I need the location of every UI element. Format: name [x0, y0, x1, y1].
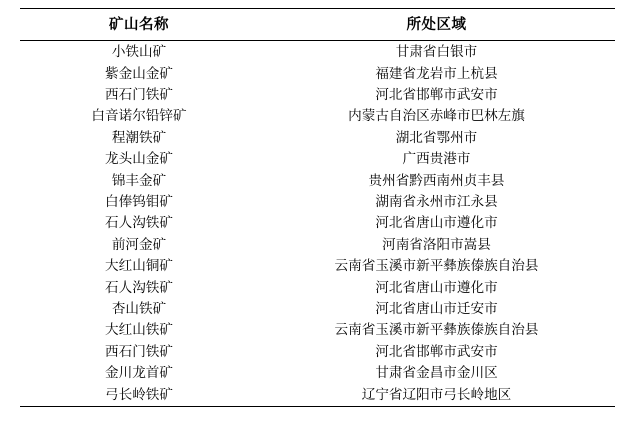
table-row — [20, 276, 615, 297]
column-header-region: 所处区域 — [258, 9, 615, 41]
cell-mine-name: 白俸钨钼矿 — [105, 193, 173, 209]
cell-region: 湖南省永州市江永县 — [375, 193, 498, 209]
table-row — [20, 191, 615, 212]
cell-mine-name: 杏山铁矿 — [111, 301, 167, 317]
cell-mine-name: 前河金矿 — [111, 236, 167, 252]
cell-mine-name: 大红山铜矿 — [105, 258, 173, 274]
table-row — [20, 298, 615, 319]
column-header-mine-name: 矿山名称 — [20, 9, 258, 41]
cell-mine-name: 金川龙首矿 — [105, 365, 173, 381]
table-body — [20, 41, 615, 407]
cell-mine-name: 西石门铁矿 — [105, 86, 173, 102]
cell-region: 福建省龙岩市上杭县 — [375, 65, 498, 81]
table-row — [20, 84, 615, 105]
table-row — [20, 384, 615, 407]
cell-region: 甘肃省白银市 — [395, 44, 478, 60]
table-row — [20, 212, 615, 233]
table-row — [20, 127, 615, 148]
table-row — [20, 255, 615, 276]
document-page — [0, 8, 635, 442]
cell-region: 湖北省鄂州市 — [395, 129, 478, 145]
mine-list-table — [20, 8, 615, 407]
cell-region: 河北省唐山市遵化市 — [375, 279, 498, 295]
cell-mine-name: 西石门铁矿 — [105, 343, 173, 359]
cell-region: 河北省唐山市迁安市 — [375, 301, 498, 317]
cell-region: 云南省玉溪市新平彝族傣族自治县 — [334, 322, 539, 338]
cell-mine-name: 小铁山矿 — [111, 44, 167, 60]
table-row — [20, 169, 615, 190]
cell-region: 贵州省黔西南州贞丰县 — [368, 172, 505, 188]
table-row — [20, 362, 615, 383]
table-header-row — [20, 9, 615, 41]
table-row — [20, 105, 615, 126]
table-row — [20, 341, 615, 362]
table-row — [20, 62, 615, 83]
cell-mine-name: 大红山铁矿 — [105, 322, 173, 338]
cell-region: 甘肃省金昌市金川区 — [375, 365, 498, 381]
cell-mine-name: 弓长岭铁矿 — [20, 384, 258, 407]
cell-mine-name: 白音诺尔铅锌矿 — [91, 108, 187, 124]
cell-region: 内蒙古自治区赤峰市巴林左旗 — [348, 108, 525, 124]
cell-region: 河北省邯郸市武安市 — [375, 343, 498, 359]
cell-region: 广西贵港市 — [402, 151, 471, 167]
cell-region: 河北省邯郸市武安市 — [375, 86, 498, 102]
cell-mine-name: 紫金山金矿 — [105, 65, 173, 81]
cell-region: 河南省洛阳市嵩县 — [382, 236, 491, 252]
cell-mine-name: 石人沟铁矿 — [105, 215, 173, 231]
table-row — [20, 148, 615, 169]
table-row — [20, 41, 615, 63]
cell-region: 辽宁省辽阳市弓长岭地区 — [258, 384, 615, 407]
cell-region: 云南省玉溪市新平彝族傣族自治县 — [334, 258, 539, 274]
cell-region: 河北省唐山市遵化市 — [375, 215, 498, 231]
table-header — [20, 9, 615, 41]
cell-mine-name: 锦丰金矿 — [111, 172, 167, 188]
table-row — [20, 319, 615, 340]
cell-mine-name: 龙头山金矿 — [105, 151, 173, 167]
cell-mine-name: 石人沟铁矿 — [105, 279, 173, 295]
cell-mine-name: 程潮铁矿 — [111, 129, 167, 145]
table-row — [20, 234, 615, 255]
